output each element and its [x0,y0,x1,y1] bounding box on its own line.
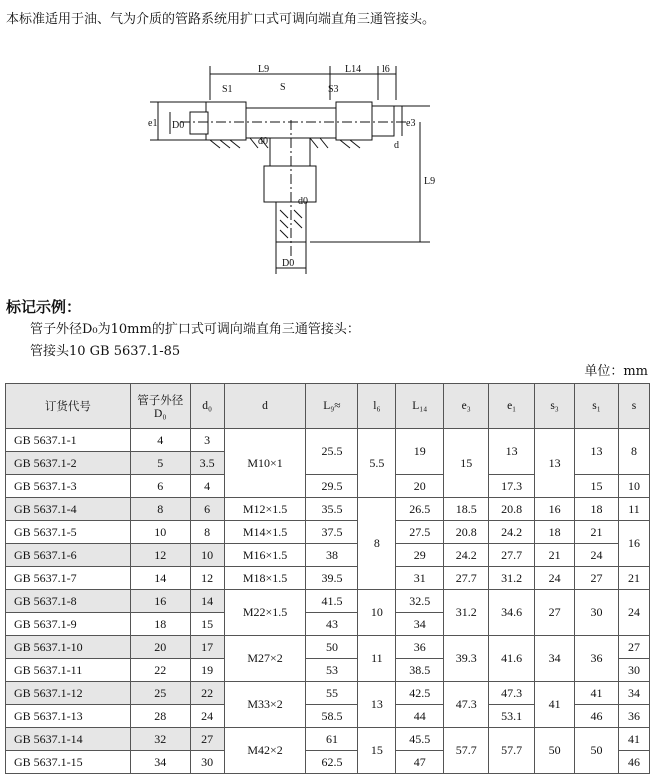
table-row [6,521,650,544]
table-cell: 50 [535,728,575,774]
table-cell: 44 [396,705,444,728]
table-cell: GB 5637.1-10 [6,636,131,659]
table-cell: 41 [575,682,619,705]
table-cell: 34 [396,613,444,636]
label-S: S [280,82,286,93]
header-d: d [224,384,306,429]
table-cell: 16 [535,498,575,521]
header-s: s [618,384,649,429]
table-cell: 6 [130,475,190,498]
table-cell: 34 [130,751,190,774]
label-L9-vertical: L9 [424,176,436,187]
header-e3: e₃ [444,384,489,429]
table-cell: 16 [618,521,649,567]
table-cell: 41 [535,682,575,728]
header-e1: e₁ [489,384,535,429]
table-cell: 47.3 [489,682,535,705]
table-cell: 32.5 [396,590,444,613]
table-cell: 24 [535,567,575,590]
table-cell: 15 [190,613,224,636]
table-cell: 25.5 [306,429,358,475]
table-cell: M14×1.5 [224,521,306,544]
table-cell: 43 [306,613,358,636]
table-cell: 13 [575,429,619,475]
table-cell: 31.2 [489,567,535,590]
table-cell: GB 5637.1-15 [6,751,131,774]
table-row [6,636,650,659]
table-cell: 62.5 [306,751,358,774]
table-cell: 27 [618,636,649,659]
table-cell: 30 [190,751,224,774]
table-cell: 11 [618,498,649,521]
header-pipe-od: 管子外径 D₀ [130,384,190,429]
label-S1: S1 [222,84,233,95]
fitting-drawing [140,60,450,278]
table-cell: M42×2 [224,728,306,774]
table-row [6,590,650,613]
table-cell: 53 [306,659,358,682]
label-L14: L14 [345,64,362,75]
table-cell: GB 5637.1-8 [6,590,131,613]
table-row [6,544,650,567]
table-cell: 34 [535,636,575,682]
table-cell: GB 5637.1-14 [6,728,131,751]
label-D0-bottom: D0 [282,258,295,269]
table-cell: GB 5637.1-3 [6,475,131,498]
table-cell: GB 5637.1-2 [6,452,131,475]
table-cell: 25 [130,682,190,705]
table-cell: 14 [190,590,224,613]
table-cell: 29.5 [306,475,358,498]
table-cell: 27 [575,567,619,590]
table-cell: M27×2 [224,636,306,682]
table-cell: 13 [489,429,535,475]
table-cell: 8 [130,498,190,521]
header-d0: d₀ [190,384,224,429]
table-cell: 41.5 [306,590,358,613]
table-cell: 46 [575,705,619,728]
example-line-1: 管子外径D₀为10mm的扩口式可调向端直角三通管接头： [30,322,360,337]
table-cell: 36 [618,705,649,728]
table-cell: 30 [618,659,649,682]
table-cell: 37.5 [306,521,358,544]
table-cell: 12 [190,567,224,590]
table-cell: M22×1.5 [224,590,306,636]
label-l6: l6 [382,64,390,75]
header-L9: L₉≈ [306,384,358,429]
table-cell: 32 [130,728,190,751]
table-cell: 8 [618,429,649,475]
table-cell: 15 [444,429,489,498]
table-cell: 28 [130,705,190,728]
table-cell: 55 [306,682,358,705]
table-cell: 21 [618,567,649,590]
table-cell: 4 [130,429,190,452]
unit-label: 单位：mm [584,364,648,379]
table-cell: 26.5 [396,498,444,521]
header-s1: s₁ [575,384,619,429]
table-cell: 24 [190,705,224,728]
table-cell: 30 [575,590,619,636]
table-header-row [6,384,650,429]
table-cell: 22 [190,682,224,705]
table-cell: 39.3 [444,636,489,682]
table-cell: GB 5637.1-7 [6,567,131,590]
table-cell: 24 [618,590,649,636]
table-cell: M12×1.5 [224,498,306,521]
table-cell: GB 5637.1-4 [6,498,131,521]
label-d0-bottom: d0 [298,196,308,207]
table-cell: 11 [358,636,396,682]
table-cell: GB 5637.1-9 [6,613,131,636]
table-cell: 17 [190,636,224,659]
table-row [6,728,650,751]
table-cell: M33×2 [224,682,306,728]
table-cell: 61 [306,728,358,751]
table-cell: 20 [396,475,444,498]
table-cell: 27.5 [396,521,444,544]
table-cell: M18×1.5 [224,567,306,590]
table-row [6,429,650,452]
table-cell: 41.6 [489,636,535,682]
table-cell: 47.3 [444,682,489,728]
table-cell: 16 [130,590,190,613]
table-cell: 13 [358,682,396,728]
table-cell: 6 [190,498,224,521]
table-cell: 24.2 [489,521,535,544]
header-L14: L₁₄ [396,384,444,429]
table-cell: 4 [190,475,224,498]
table-cell: 57.7 [444,728,489,774]
header-s3: s₃ [535,384,575,429]
header-l6: l₆ [358,384,396,429]
table-cell: M16×1.5 [224,544,306,567]
table-cell: 47 [396,751,444,774]
table-cell: 57.7 [489,728,535,774]
table-row [6,567,650,590]
table-cell: 21 [535,544,575,567]
table-cell: 36 [575,636,619,682]
label-D0: D0 [172,120,185,131]
table-cell: 35.5 [306,498,358,521]
label-d: d [394,140,399,151]
table-cell: 20 [130,636,190,659]
table-cell: 12 [130,544,190,567]
table-cell: 27.7 [489,544,535,567]
table-cell: 14 [130,567,190,590]
table-cell: 3 [190,429,224,452]
table-cell: GB 5637.1-1 [6,429,131,452]
table-cell: 38.5 [396,659,444,682]
table-cell: 29 [396,544,444,567]
table-cell: 21 [575,521,619,544]
table-cell: 13 [535,429,575,498]
table-cell: GB 5637.1-5 [6,521,131,544]
table-cell: 5 [130,452,190,475]
table-cell: 46 [618,751,649,774]
label-e1: e1 [148,118,158,129]
table-cell: 15 [358,728,396,774]
table-cell: 58.5 [306,705,358,728]
table-cell: GB 5637.1-6 [6,544,131,567]
example-line-2: 管接头10 GB 5637.1-85 [30,344,181,359]
table-cell: 27.7 [444,567,489,590]
section-title: 标记示例： [6,298,82,316]
header-code: 订货代号 [6,384,131,429]
table-cell: 31.2 [444,590,489,636]
label-S3: S3 [328,84,339,95]
table-cell: 34 [618,682,649,705]
table-cell: 20.8 [489,498,535,521]
table-cell: 10 [190,544,224,567]
table-cell: 31 [396,567,444,590]
table-cell: 34.6 [489,590,535,636]
table-cell: 18 [535,521,575,544]
table-cell: 24 [575,544,619,567]
label-L9: L9 [258,64,270,75]
table-cell: 5.5 [358,429,396,498]
spec-table [5,383,650,774]
table-cell: 38 [306,544,358,567]
table-cell: 50 [575,728,619,774]
table-row [6,498,650,521]
table-cell: 17.3 [489,475,535,498]
table-cell: 20.8 [444,521,489,544]
table-cell: 27 [535,590,575,636]
table-row [6,682,650,705]
table-cell: 3.5 [190,452,224,475]
table-cell: 10 [618,475,649,498]
table-cell: 42.5 [396,682,444,705]
intro-text: 本标准适用于油、气为介质的管路系统用扩口式可调向端直角三通管接头。 [6,12,436,27]
table-cell: M10×1 [224,429,306,498]
table-cell: 8 [190,521,224,544]
table-cell: 22 [130,659,190,682]
table-cell: 45.5 [396,728,444,751]
table-cell: GB 5637.1-12 [6,682,131,705]
table-cell: 50 [306,636,358,659]
table-cell: 8 [358,498,396,590]
label-d0: d0 [258,136,268,147]
table-cell: 10 [130,521,190,544]
table-cell: 39.5 [306,567,358,590]
table-cell: GB 5637.1-13 [6,705,131,728]
table-cell: 53.1 [489,705,535,728]
table-cell: 10 [358,590,396,636]
table-cell: 41 [618,728,649,751]
table-cell: 15 [575,475,619,498]
table-cell: 27 [190,728,224,751]
table-cell: 18 [575,498,619,521]
table-cell: 24.2 [444,544,489,567]
table-cell: 18.5 [444,498,489,521]
table-cell: 18 [130,613,190,636]
table-cell: 36 [396,636,444,659]
label-e3: e3 [406,118,416,129]
table-cell: GB 5637.1-11 [6,659,131,682]
table-cell: 19 [190,659,224,682]
table-cell: 19 [396,429,444,475]
